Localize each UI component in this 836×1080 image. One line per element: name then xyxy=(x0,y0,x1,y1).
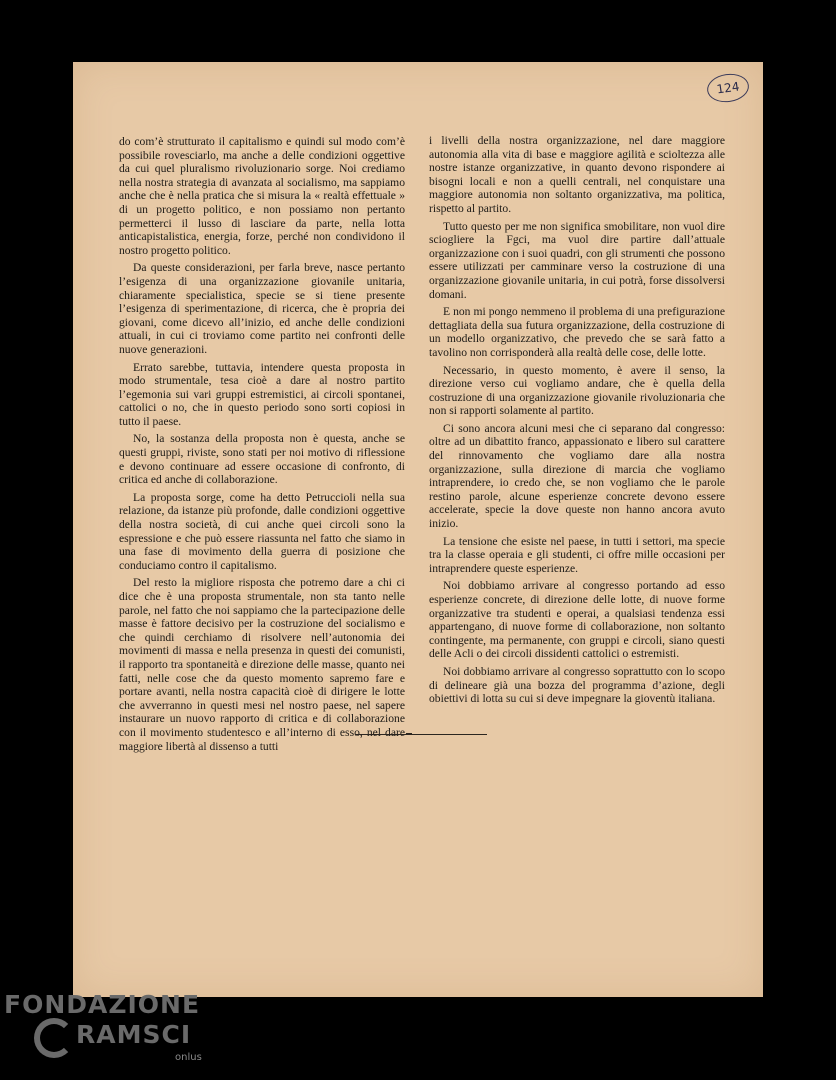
logo-text-line2: RAMSCI xyxy=(76,1020,192,1049)
paragraph: Noi dobbiamo arrivare al congresso portando ad esso esperienze concrete, di direzione delle lotte, di nuove forme organizzative tra studenti e operai, a qualsiasi tendenza essi appartengano, di nuove forme di collaborazione, non soltanto contingente, ma permanente, con gruppi e circoli, siano questi delle Acli o dei circoli dissidenti cattolici o estremisti. xyxy=(429,579,725,661)
paragraph: i livelli della nostra organizzazione, nel dare maggiore autonomia alla vita di base e maggiore agilità e scioltezza alle nostre istanze organizzative, in quanto devono rispondere ai bisogni locali e non a quelli centrali, nel conquistare una maggiore autonomia non soltanto organizzativa, ma politica, rispetto al partito. xyxy=(429,134,725,215)
paragraph: Errato sarebbe, tuttavia, intendere questa proposta in modo strumentale, tesa cioè a dare al nostro partito l’egemonia sui vari gruppi estremistici, ai circoli spontanei, cattolici o no, che in questo periodo sono sorti copiosi in tutto il paese. xyxy=(119,360,405,428)
paragraph: No, la sostanza della proposta non è questa, anche se questi gruppi, riviste, sono stati per noi motivo di riflessione e devono continuare ad essere occasione di confronto, di critica ed anche di collaborazione. xyxy=(119,432,405,487)
paragraph: Del resto la migliore risposta che potremo dare a chi ci dice che è una proposta strumentale, non sta tanto nelle parole, nel fatto che noi sappiamo che la partecipazione delle masse è fattore decisivo per la costruzione del socialismo e che quindi cerchiamo di risolvere nell’autonomia dei movimenti di massa e nella presenza in questi dei comunisti, il rapporto tra spontaneità e direzione delle masse, quanto nei fatti, nelle cose che da questo momento sapremo fare e portare avanti, nella nostra capacità cioè di dirigere le lotte che avverranno in questi mesi nel nostro paese, nel sapere instaurare un nuovo rapporto di critica e di collaborazione con il movimento studentesco e all’interno di esso, nel dare maggiore libertà al dissenso a tutti xyxy=(119,576,405,753)
paragraph: do com’è strutturato il capitalismo e quindi sul modo com’è possibile rovesciarlo, ma anche a delle condizioni oggettive da cui quel pluralismo rivoluzionario sorge. Noi crediamo nella nostra strategia di avanzata al socialismo, ma sappiamo anche che è nella pratica che si misura la « realtà effettuale » di un progetto politico, e non possiamo non pertanto permetterci il lusso di lasciare da parte, nella lotta anticapistalistica, energia, forze, perché non condividono il nostro progetto politico. xyxy=(119,135,405,257)
paragraph: Necessario, in questo momento, è avere il senso, la direzione verso cui vogliamo andare, che è quella della costruzione di una organizzazione giovanile rivoluzionaria che non si rapporti solamente al partito. xyxy=(429,363,725,418)
fondazione-gramsci-logo xyxy=(4,990,214,1070)
end-rule xyxy=(355,734,487,735)
right-column xyxy=(429,134,725,710)
logo-g-icon xyxy=(34,1018,74,1058)
paragraph: Da queste considerazioni, per farla breve, nasce pertanto l’esigenza di una organizzazione giovanile unitaria, chiaramente specialistica, specie se si tiene presente l’esigenza di sperimentazione, di ricerca, che è propria dei giovani, come dicevo all’inizio, ed anche delle condizioni attuali, in cui ci troviamo come partito nei confronti delle nuove generazioni. xyxy=(119,261,405,356)
paragraph: Ci sono ancora alcuni mesi che ci separano dal congresso: oltre ad un dibattito franco, appassionato e libero sul carattere del rinnovamento che vogliamo dare alla nostra organizzazione, sulla direzione di marcia che vogliamo intraprendere, io credo che, se non vogliamo che le parole restino parole, alcune esperienze concrete devono essere accelerate, specie la dove queste non hanno ancora avuto inizio. xyxy=(429,421,725,531)
document-page xyxy=(73,62,763,997)
logo-text-line3: onlus xyxy=(175,1052,202,1063)
paragraph: E non mi pongo nemmeno il problema di una prefigurazione dettagliata della sua futura organizzazione, della costruzione di un modello organizzativo, che prevedo che se sarà fatto a tavolino non corrisponderà alla realtà delle cose, delle lotte. xyxy=(429,305,725,359)
paragraph: La proposta sorge, come ha detto Petruccioli nella sua relazione, da istanze più profonde, dalle condizioni oggettive della nostra società, di cui anche quei circoli sono la espressione e che può essere riassunta nel fatto che siamo in una fase di movimento della guerra di posizione che conduciamo contro il capitalismo. xyxy=(119,490,405,572)
end-rule-mark xyxy=(406,733,412,735)
paragraph: La tensione che esiste nel paese, in tutti i settori, ma specie tra la classe operaia e gli studenti, ci offre mille occasioni per intraprendere queste esperienze. xyxy=(429,534,725,575)
paragraph: Noi dobbiamo arrivare al congresso soprattutto con lo scopo di delineare già una bozza del programma d’azione, degli obiettivi di lotta su cui si deve impegnare la gioventù italiana. xyxy=(429,664,725,706)
page-number-stamp: 124 xyxy=(705,71,750,105)
logo-text-line1: FONDAZIONE xyxy=(4,990,201,1019)
paragraph: Tutto questo per me non significa smobilitare, non vuol dire sciogliere la Fgci, ma vuol dire partire dall’attuale organizzazione con i suoi quadri, con gli strumenti che possono essere utilizzati per camminare verso la costruzione di una organizzazione giovanile unitaria, in cui potrà, forse dissolversi domani. xyxy=(429,219,725,301)
left-column xyxy=(119,135,405,757)
